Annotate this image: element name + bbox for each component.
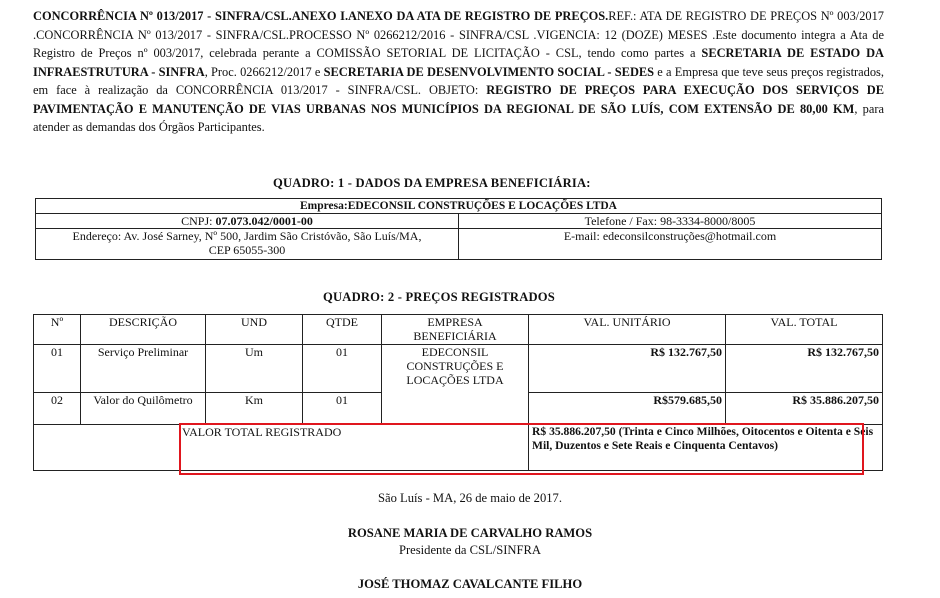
signatory-2-name: JOSÉ THOMAZ CAVALCANTE FILHO (357, 577, 583, 591)
total-label: VALOR TOTAL REGISTRADO (34, 425, 529, 471)
row2-und: Km (206, 393, 303, 425)
intro-objeto: REGISTRO DE PREÇOS PARA EXECUÇÃO DOS SERVIÇOS DE PAVIMENTAÇÃO E MANUTENÇÃO DE VIAS URBANAS NOS MUNICÍPIOS DA REGIONAL DE SÃO LUÍS, COM EXTENSÃO DE 80,00 KM (33, 83, 885, 116)
header-descricao: DESCRIÇÃO (81, 315, 206, 345)
header-val-unitario: VAL. UNITÁRIO (529, 315, 726, 345)
intro-sedes: SECRETARIA DE DESENVOLVIMENTO SOCIAL - SEDES (323, 64, 655, 79)
signatory-1-name: ROSANE MARIA DE CARVALHO RAMOS (347, 526, 593, 540)
company-name-cell (36, 199, 882, 214)
row2-n: 02 (34, 393, 81, 425)
row1-total: R$ 132.767,50 (726, 345, 883, 393)
intro-paragraph (33, 7, 884, 137)
empresa-cell: EDECONSIL CONSTRUÇÕES E LOCAÇÕES LTDA (382, 345, 529, 425)
header-und: UND (206, 315, 303, 345)
company-data-table (35, 198, 882, 260)
header-val-total: VAL. TOTAL (726, 315, 883, 345)
row2-total: R$ 35.886.207,50 (726, 393, 883, 425)
cnpj-value: 07.073.042/0001-00 (215, 214, 313, 228)
intro-heading: CONCORRÊNCIA Nº 013/2017 - SINFRA/CSL.ANEXO I.ANEXO DA ATA DE REGISTRO DE PREÇOS. (33, 9, 609, 23)
date-line: São Luís - MA, 26 de maio de 2017. (378, 491, 562, 505)
intro-text-4: , para atender as demandas dos Órgãos Participantes. (33, 101, 884, 134)
row2-qtde: 01 (303, 393, 382, 425)
signatory-1-role: Presidente da CSL/SINFRA (398, 543, 542, 557)
header-qtde: QTDE (303, 315, 382, 345)
highlight-box (179, 423, 864, 475)
row1-qtde: 01 (303, 345, 382, 393)
quadro2-title: QUADRO: 2 - PREÇOS REGISTRADOS (323, 290, 556, 304)
cnpj-label: CNPJ: (181, 214, 216, 228)
email-cell: E-mail: edeconsilconstruções@hotmail.com (459, 229, 882, 260)
header-n: Nº (34, 315, 81, 345)
header-empresa: EMPRESA BENEFICIÁRIA (382, 315, 529, 345)
row2-desc: Valor do Quilômetro (81, 393, 206, 425)
intro-sinfra: SECRETARIA DE ESTADO DA INFRAESTRUTURA - SINFRA (33, 46, 884, 79)
empresa-name: EDECONSIL CONSTRUÇÕES E LOCAÇÕES LTDA (347, 200, 617, 212)
table-header-row (34, 315, 883, 345)
table-row (34, 345, 883, 393)
total-value: R$ 35.886.207,50 (Trinta e Cinco Milhões, Oitocentos e Oitenta e Seis Mil, Duzentos e Sete Reais e Cinquenta Centavos) (529, 425, 883, 471)
row1-und: Um (206, 345, 303, 393)
empresa-label: Empresa: (300, 200, 348, 212)
intro-text-1: REF.: ATA DE REGISTRO DE PREÇOS Nº 003/2017 .CONCORRÊNCIA Nº 013/2017 - SINFRA/CSL.PROCESSO Nº 0266212/2016 - SINFRA/CSL .VIGENCIA: 12 (DOZE) MESES .Este documento integra a Ata de Registro de Preços nº 003/2017, celebrada perante a COMISSÃO SETORIAL DE LICITAÇÃO - CSL, tendo como partes a (33, 9, 884, 60)
row1-unit: R$ 132.767,50 (529, 345, 726, 393)
quadro1-title: QUADRO: 1 - DADOS DA EMPRESA BENEFICIÁRIA: (273, 176, 591, 190)
intro-text-2: , Proc. 0266212/2017 e (204, 64, 324, 79)
row2-unit: R$579.685,50 (529, 393, 726, 425)
telefone-cell: Telefone / Fax: 98-3334-8000/8005 (459, 214, 882, 229)
intro-text-3: e a Empresa que teve seus preços registrados, em face à realização da CONCORRÊNCIA 013/2017 - SINFRA/CSL. OBJETO: (33, 64, 884, 97)
row1-desc: Serviço Preliminar (81, 345, 206, 393)
endereco-cell (36, 229, 459, 260)
endereco-text: Endereço: Av. José Sarney, Nº 500, Jardim São Cristóvão, São Luís/MA, CEP 65055-300 (72, 229, 422, 257)
cnpj-cell (36, 214, 459, 229)
row1-n: 01 (34, 345, 81, 393)
